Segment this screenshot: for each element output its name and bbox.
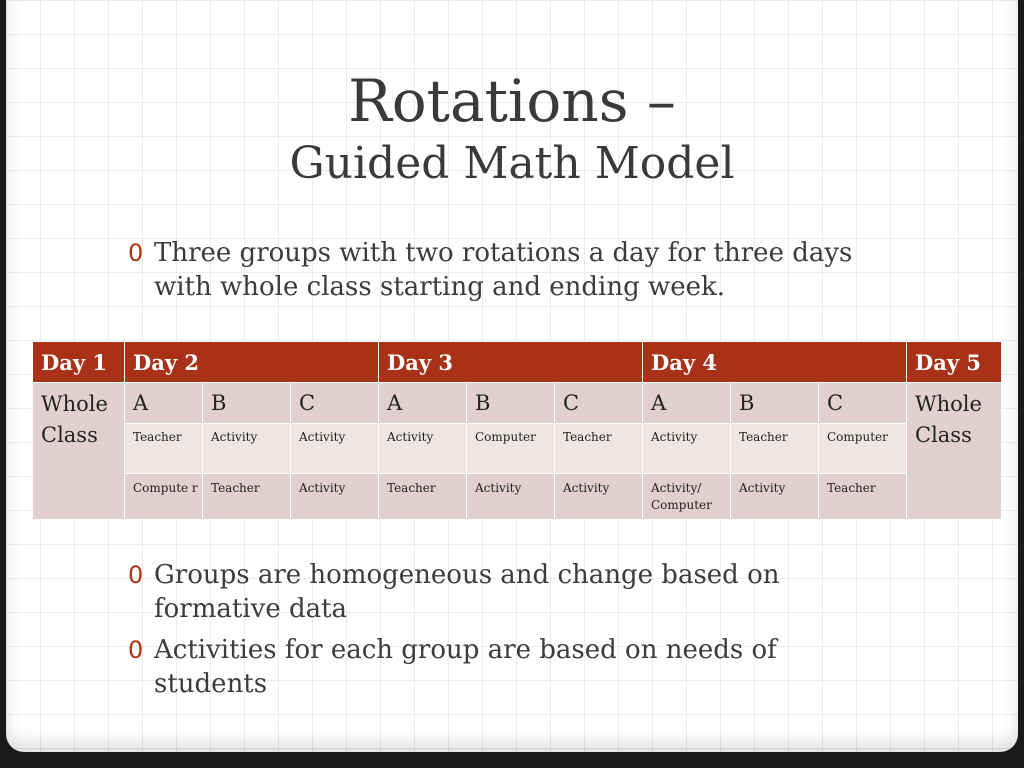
table-cell: Activity [291,474,379,520]
table-cell: Activity [643,424,731,474]
header-day-5: Day 5 [907,342,1002,383]
bullet-text: Activities for each group are based on needs of students [154,635,777,699]
bullet-list-bottom [128,558,888,708]
table-cell: Activity [555,474,643,520]
header-day-1: Day 1 [33,342,125,383]
table-header-row [33,342,1002,383]
slide-title [6,66,1018,190]
header-day-3: Day 3 [379,342,643,383]
header-day-4: Day 4 [643,342,907,383]
group-cell: A [643,383,731,424]
group-cell: C [291,383,379,424]
table-row [33,424,1002,474]
bullet-list-top [128,236,888,311]
title-line-2: Guided Math Model [289,138,735,189]
bullet-marker-icon: 0 [128,239,144,267]
group-cell: C [555,383,643,424]
group-cell: A [379,383,467,424]
group-cell: A [125,383,203,424]
group-cell: B [203,383,291,424]
table-cell: Activity [203,424,291,474]
table-cell: Teacher [555,424,643,474]
table-cell: Teacher [379,474,467,520]
bullet-marker-icon: 0 [128,636,144,664]
table-cell: Activity [379,424,467,474]
rotation-table [32,341,1002,520]
group-cell: C [819,383,907,424]
bullet-text: Groups are homogeneous and change based on formative data [154,560,780,624]
table-cell: Teacher [731,424,819,474]
title-line-1: Rotations – [348,67,676,135]
table-cell: Teacher [125,424,203,474]
table-cell: Teacher [819,474,907,520]
table-cell: Computer [467,424,555,474]
bullet-item [128,558,888,626]
bullet-item [128,633,888,701]
table-cell: Computer [819,424,907,474]
bullet-text: Three groups with two rotations a day for three days with whole class starting and ending week. [154,238,853,302]
table-row [33,474,1002,520]
slide [6,0,1018,752]
day-1-whole-class: Whole Class [33,383,125,520]
group-cell: B [467,383,555,424]
table-cell: Activity [731,474,819,520]
table-cell: Teacher [203,474,291,520]
table-cell: Compute r [125,474,203,520]
bullet-marker-icon: 0 [128,561,144,589]
table-cell: Activity/ Computer [643,474,731,520]
group-row [33,383,1002,424]
day-5-whole-class: Whole Class [907,383,1002,520]
table-cell: Activity [467,474,555,520]
table-cell: Activity [291,424,379,474]
group-cell: B [731,383,819,424]
bullet-item [128,236,888,304]
header-day-2: Day 2 [125,342,379,383]
